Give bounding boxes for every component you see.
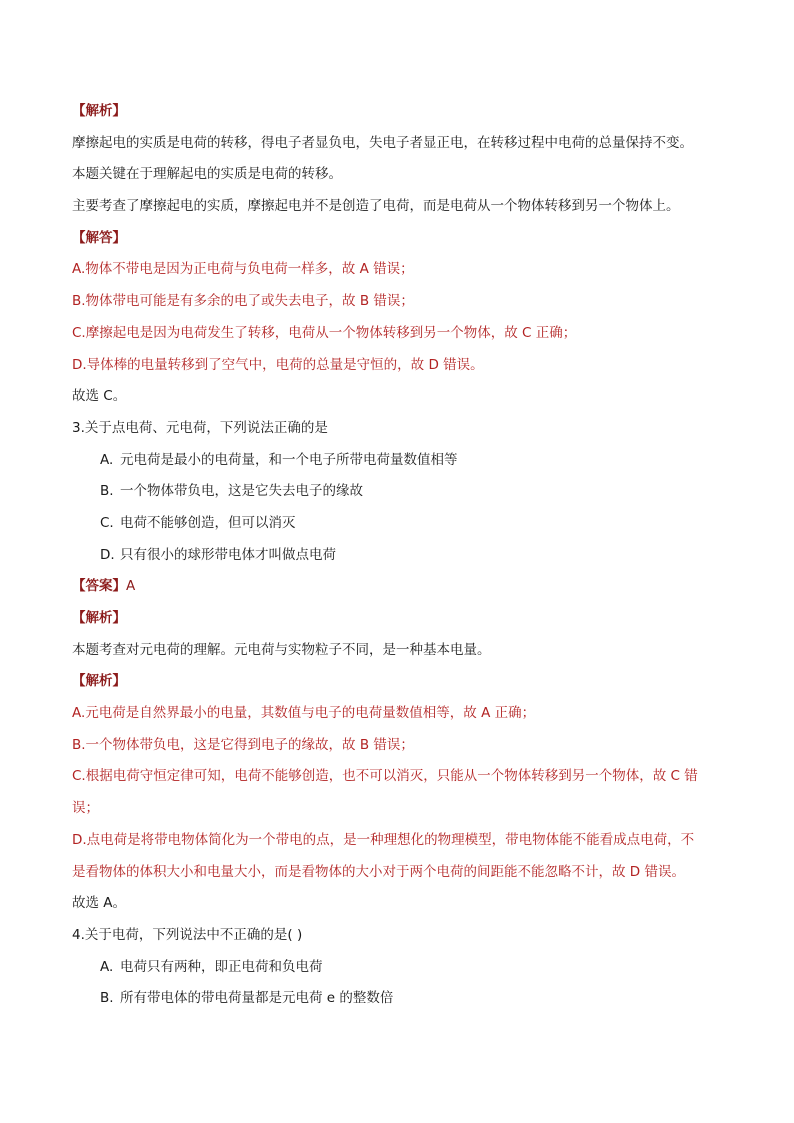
option-letter: A. <box>100 451 114 468</box>
question-3-analysis-text: 本题考查对元电荷的理解。元电荷与实物粒子不同，是一种基本电量。 <box>72 641 491 658</box>
analysis-line-2: 本题关键在于理解起电的实质是电荷的转移。 <box>72 166 342 183</box>
option-letter: C. <box>100 514 114 531</box>
question-3-option-c <box>72 508 732 540</box>
option-text: 一个物体带负电，这是它失去电子的缘故 <box>120 483 363 500</box>
option-text: 电荷只有两种，即正电荷和负电荷 <box>120 958 323 975</box>
question-3-solution-d1: D.点电荷是将带电物体简化为一个带电的点，是一种理想化的物理模型，带电物体能不能看成点电荷，不 <box>72 831 695 848</box>
solution-line-a: A.物体不带电是因为正电荷与负电荷一样多，故 A 错误； <box>72 261 414 278</box>
question-3-solution-b: B.一个物体带负电，这是它得到电子的缘故，故 B 错误； <box>72 736 414 753</box>
answer-line <box>72 571 732 603</box>
conclusion-line: 故选 C。 <box>72 388 127 405</box>
question-3-option-b <box>72 476 732 508</box>
question-3-option-a <box>72 445 732 477</box>
answer-label: 【答案】 <box>72 578 126 595</box>
analysis-line-3: 主要考查了摩擦起电的实质，摩擦起电并不是创造了电荷，而是电荷从一个物体转移到另一个物体上。 <box>72 198 680 215</box>
question-4-option-a <box>72 952 732 984</box>
solution-line-c: C.摩擦起电是因为电荷发生了转移，电荷从一个物体转移到另一个物体，故 C 正确； <box>72 324 577 341</box>
option-text: 元电荷是最小的电荷量，和一个电子所带电荷量数值相等 <box>120 451 458 468</box>
option-letter: D. <box>100 546 115 563</box>
question-3-solution-d2: 是看物体的体积大小和电量大小，而是看物体的大小对于两个电荷的间距能不能忽略不计，故 D 错误。 <box>72 863 685 880</box>
question-3-solution-c2: 误； <box>72 800 99 817</box>
solution-heading: 【解答】 <box>72 229 126 246</box>
question-4-stem: 4.关于电荷，下列说法中不正确的是( ) <box>72 926 303 943</box>
question-3-solution-c1: C.根据电荷守恒定律可知，电荷不能够创造，也不可以消灭，只能从一个物体转移到另一个物体，故 C 错 <box>72 768 698 785</box>
document-page <box>72 96 732 1015</box>
option-letter: B. <box>100 990 114 1007</box>
question-3-solution-a: A.元电荷是自然界最小的电量，其数值与电子的电荷量数值相等，故 A 正确； <box>72 705 536 722</box>
solution-line-b: B.物体带电可能是有多余的电了或失去电子，故 B 错误； <box>72 293 414 310</box>
analysis-line-1: 摩擦起电的实质是电荷的转移，得电子者显负电，失电子者显正电，在转移过程中电荷的总量保持不变。 <box>72 134 693 151</box>
option-text: 电荷不能够创造，但可以消灭 <box>120 514 296 531</box>
analysis-heading: 【解析】 <box>72 103 126 119</box>
answer-value: A <box>126 578 136 595</box>
question-3-conclusion: 故选 A。 <box>72 895 127 912</box>
option-text: 所有带电体的带电荷量都是元电荷 e 的整数倍 <box>120 990 394 1007</box>
solution-line-d: D.导体棒的电量转移到了空气中，电荷的总量是守恒的，故 D 错误。 <box>72 356 484 373</box>
question-3-analysis2-heading: 【解析】 <box>72 673 126 690</box>
question-3-analysis-heading: 【解析】 <box>72 610 126 626</box>
question-4-option-b <box>72 983 732 1015</box>
option-text: 只有很小的球形带电体才叫做点电荷 <box>120 546 336 563</box>
question-3-option-d <box>72 540 732 572</box>
option-letter: A. <box>100 958 114 975</box>
question-3-stem: 3.关于点电荷、元电荷，下列说法正确的是 <box>72 419 328 436</box>
option-letter: B. <box>100 483 114 500</box>
